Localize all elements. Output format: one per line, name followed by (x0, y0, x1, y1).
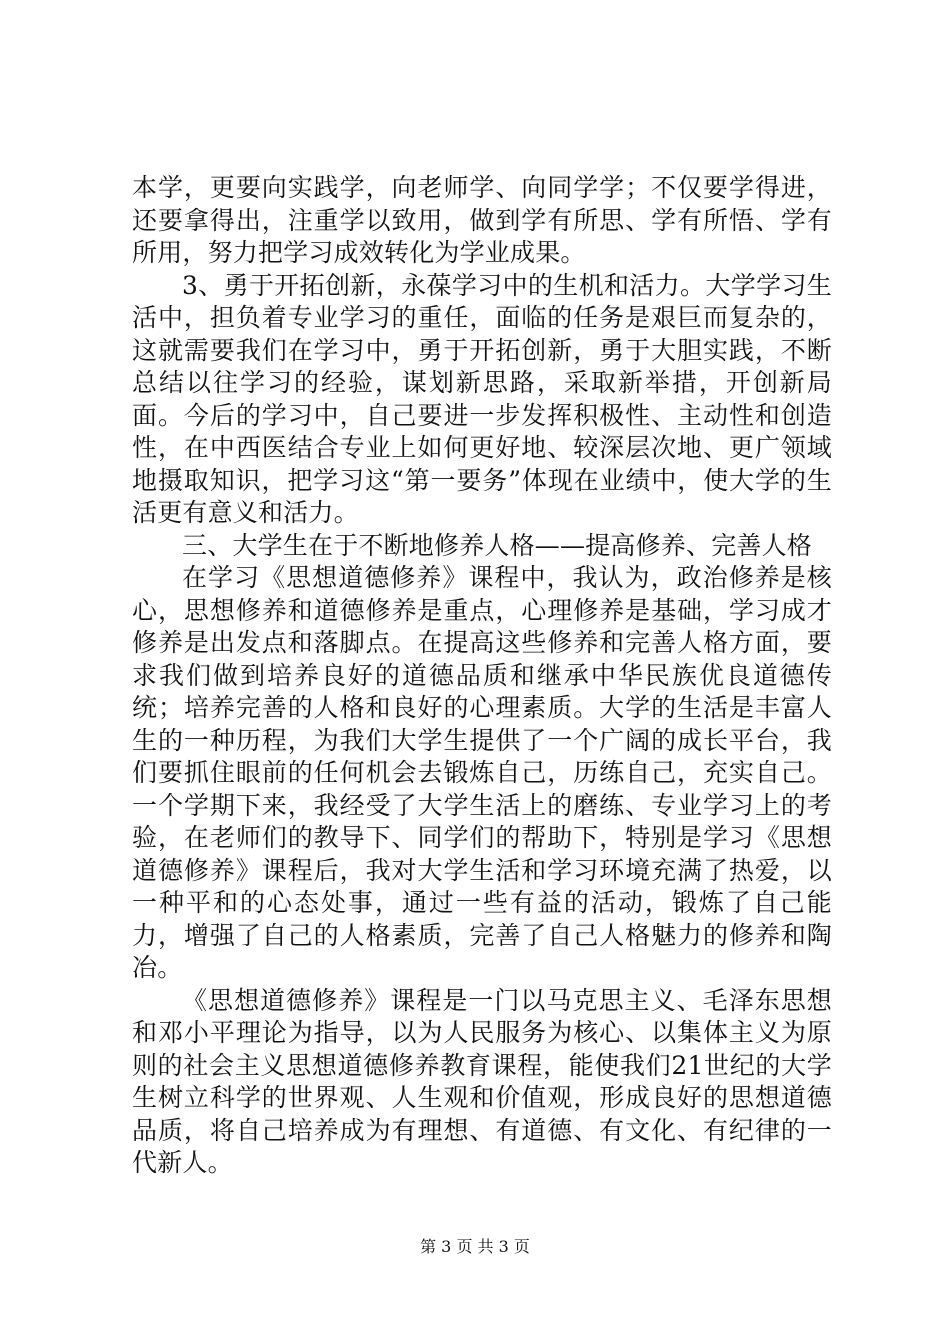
document-body (132, 172, 832, 1180)
paragraph-innovation: 3、勇于开拓创新，永葆学习中的生机和活力。大学学习生活中，担负着专业学习的重任，面临的任务是艰巨而复杂的，这就需要我们在学习中，勇于开拓创新，勇于大胆实践，不断总结以往学习的经验，谋划新思路，采取新举措，开创新局面。今后的学习中，自己要进一步发挥积极性、主动性和创造性，在中西医结合专业上如何更好地、较深层次地、更广领域地摄取知识，把学习这“第一要务”体现在业绩中，使大学的生活更有意义和活力。 (132, 270, 832, 527)
section-heading: 三、大学生在于不断地修养人格——提高修养、完善人格 (182, 530, 813, 560)
paragraph-course-summary: 《思想道德修养》课程是一门以马克思主义、毛泽东思想和邓小平理论为指导，以为人民服务为核心、以集体主义为原则的社会主义思想道德修养教育课程，能使我们21世纪的大学生树立科学的世界观、人生观和价值观，形成良好的思想道德品质，将自己培养成为有理想、有道德、有文化、有纪律的一代新人。 (132, 985, 832, 1177)
paragraph-course-reflection: 在学习《思想道德修养》课程中，我认为，政治修养是核心，思想修养和道德修养是重点，心理修养是基础，学习成才修养是出发点和落脚点。在提高这些修养和完善人格方面，要求我们做到培养良好的道德品质和继承中华民族优良道德传统；培养完善的人格和良好的心理素质。大学的生活是丰富人生的一种历程，为我们大学生提供了一个广阔的成长平台，我们要抓住眼前的任何机会去锻炼自己，历练自己，充实自己。一个学期下来，我经受了大学生活上的磨练、专业学习上的考验，在老师们的教导下、同学们的帮助下，特别是学习《思想道德修养》课程后，我对大学生活和学习环境充满了热爱，以一种平和的心态处事，通过一些有益的活动，锻炼了自己能力，增强了自己的人格素质，完善了自己人格魅力的修养和陶冶。 (132, 563, 832, 982)
page-number-footer: 第 3 页 共 3 页 (420, 1237, 530, 1256)
paragraph-continuation: 本学，更要向实践学，向老师学、向同学学；不仅要学得进，还要拿得出，注重学以致用，做到学有所思、学有所悟、学有所用，努力把学习成效转化为学业成果。 (132, 173, 832, 267)
